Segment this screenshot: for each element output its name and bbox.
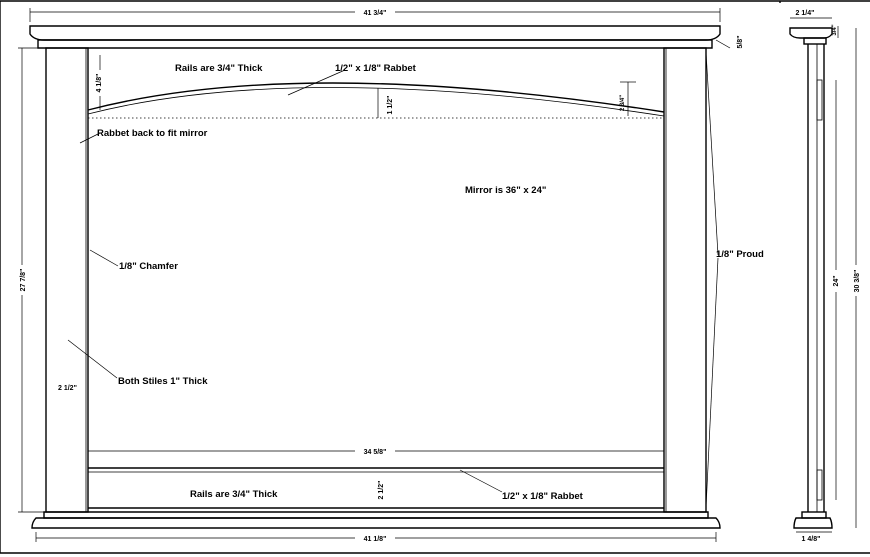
- dim-stile-width: 2 1/2": [58, 385, 77, 392]
- left-stile: [46, 48, 88, 512]
- top-rail-arch-inner: [88, 87, 664, 116]
- front-view: [18, 8, 764, 543]
- side-base-molding: [802, 512, 826, 518]
- dim-side-depth: 2 1/4": [795, 10, 815, 17]
- note-chamfer: 1/8" Chamfer: [119, 261, 178, 272]
- note-mirror-size: Mirror is 36" x 24": [465, 185, 547, 196]
- note-proud: 1/8" Proud: [716, 249, 764, 260]
- side-cap: [790, 28, 832, 38]
- base-plinth: [32, 518, 720, 528]
- note-rabbet-back: Rabbet back to fit mirror: [97, 128, 208, 139]
- note-bottom-rabbet: 1/2" x 1/8" Rabbet: [502, 491, 583, 502]
- side-cap-molding: [804, 38, 826, 44]
- dim-side-cap: 3/4": [832, 24, 838, 36]
- dim-rail-center: 1 1/2": [387, 95, 394, 115]
- dim-top-projection: 5/8": [737, 35, 744, 49]
- leader-chamfer: [90, 250, 118, 266]
- note-top-rails-thick: Rails are 3/4" Thick: [175, 63, 263, 74]
- leader-stiles: [68, 340, 117, 378]
- leader-proud-bottom: [706, 258, 718, 508]
- leader-bottom-rabbet: [460, 470, 502, 492]
- dim-projection-leader: [716, 40, 730, 48]
- side-base-plinth: [794, 518, 832, 528]
- note-stiles-thick: Both Stiles 1" Thick: [118, 376, 208, 387]
- dim-bottom-width: 41 1/8": [363, 536, 387, 543]
- dim-inner-width: 34 5/8": [363, 449, 387, 456]
- dim-rail-end: 2 3/4": [620, 94, 626, 112]
- top-cap: [30, 26, 720, 40]
- top-cap-molding: [38, 40, 712, 48]
- dim-top-rail-height: 4 1/8": [96, 73, 103, 93]
- dim-side-mirror-height: 24": [833, 275, 840, 287]
- side-view: [790, 10, 861, 543]
- side-top-rail-rabbet: [817, 80, 822, 120]
- dim-side-base: 1 4/8": [801, 536, 821, 543]
- side-bottom-rail-rabbet: [817, 470, 822, 500]
- base-molding: [44, 512, 708, 518]
- leader-proud-top: [706, 52, 718, 255]
- dim-bottom-rail-height: 2 1/2": [378, 480, 385, 500]
- note-top-rabbet: 1/2" x 1/8" Rabbet: [335, 63, 416, 74]
- dim-top-width: 41 3/4": [363, 10, 387, 17]
- dim-overall-height: 27 7/8": [20, 268, 27, 292]
- right-stile: [664, 48, 706, 512]
- dim-side-overall-height: 30 3/8": [854, 269, 861, 293]
- note-bottom-rails-thick: Rails are 3/4" Thick: [190, 489, 278, 500]
